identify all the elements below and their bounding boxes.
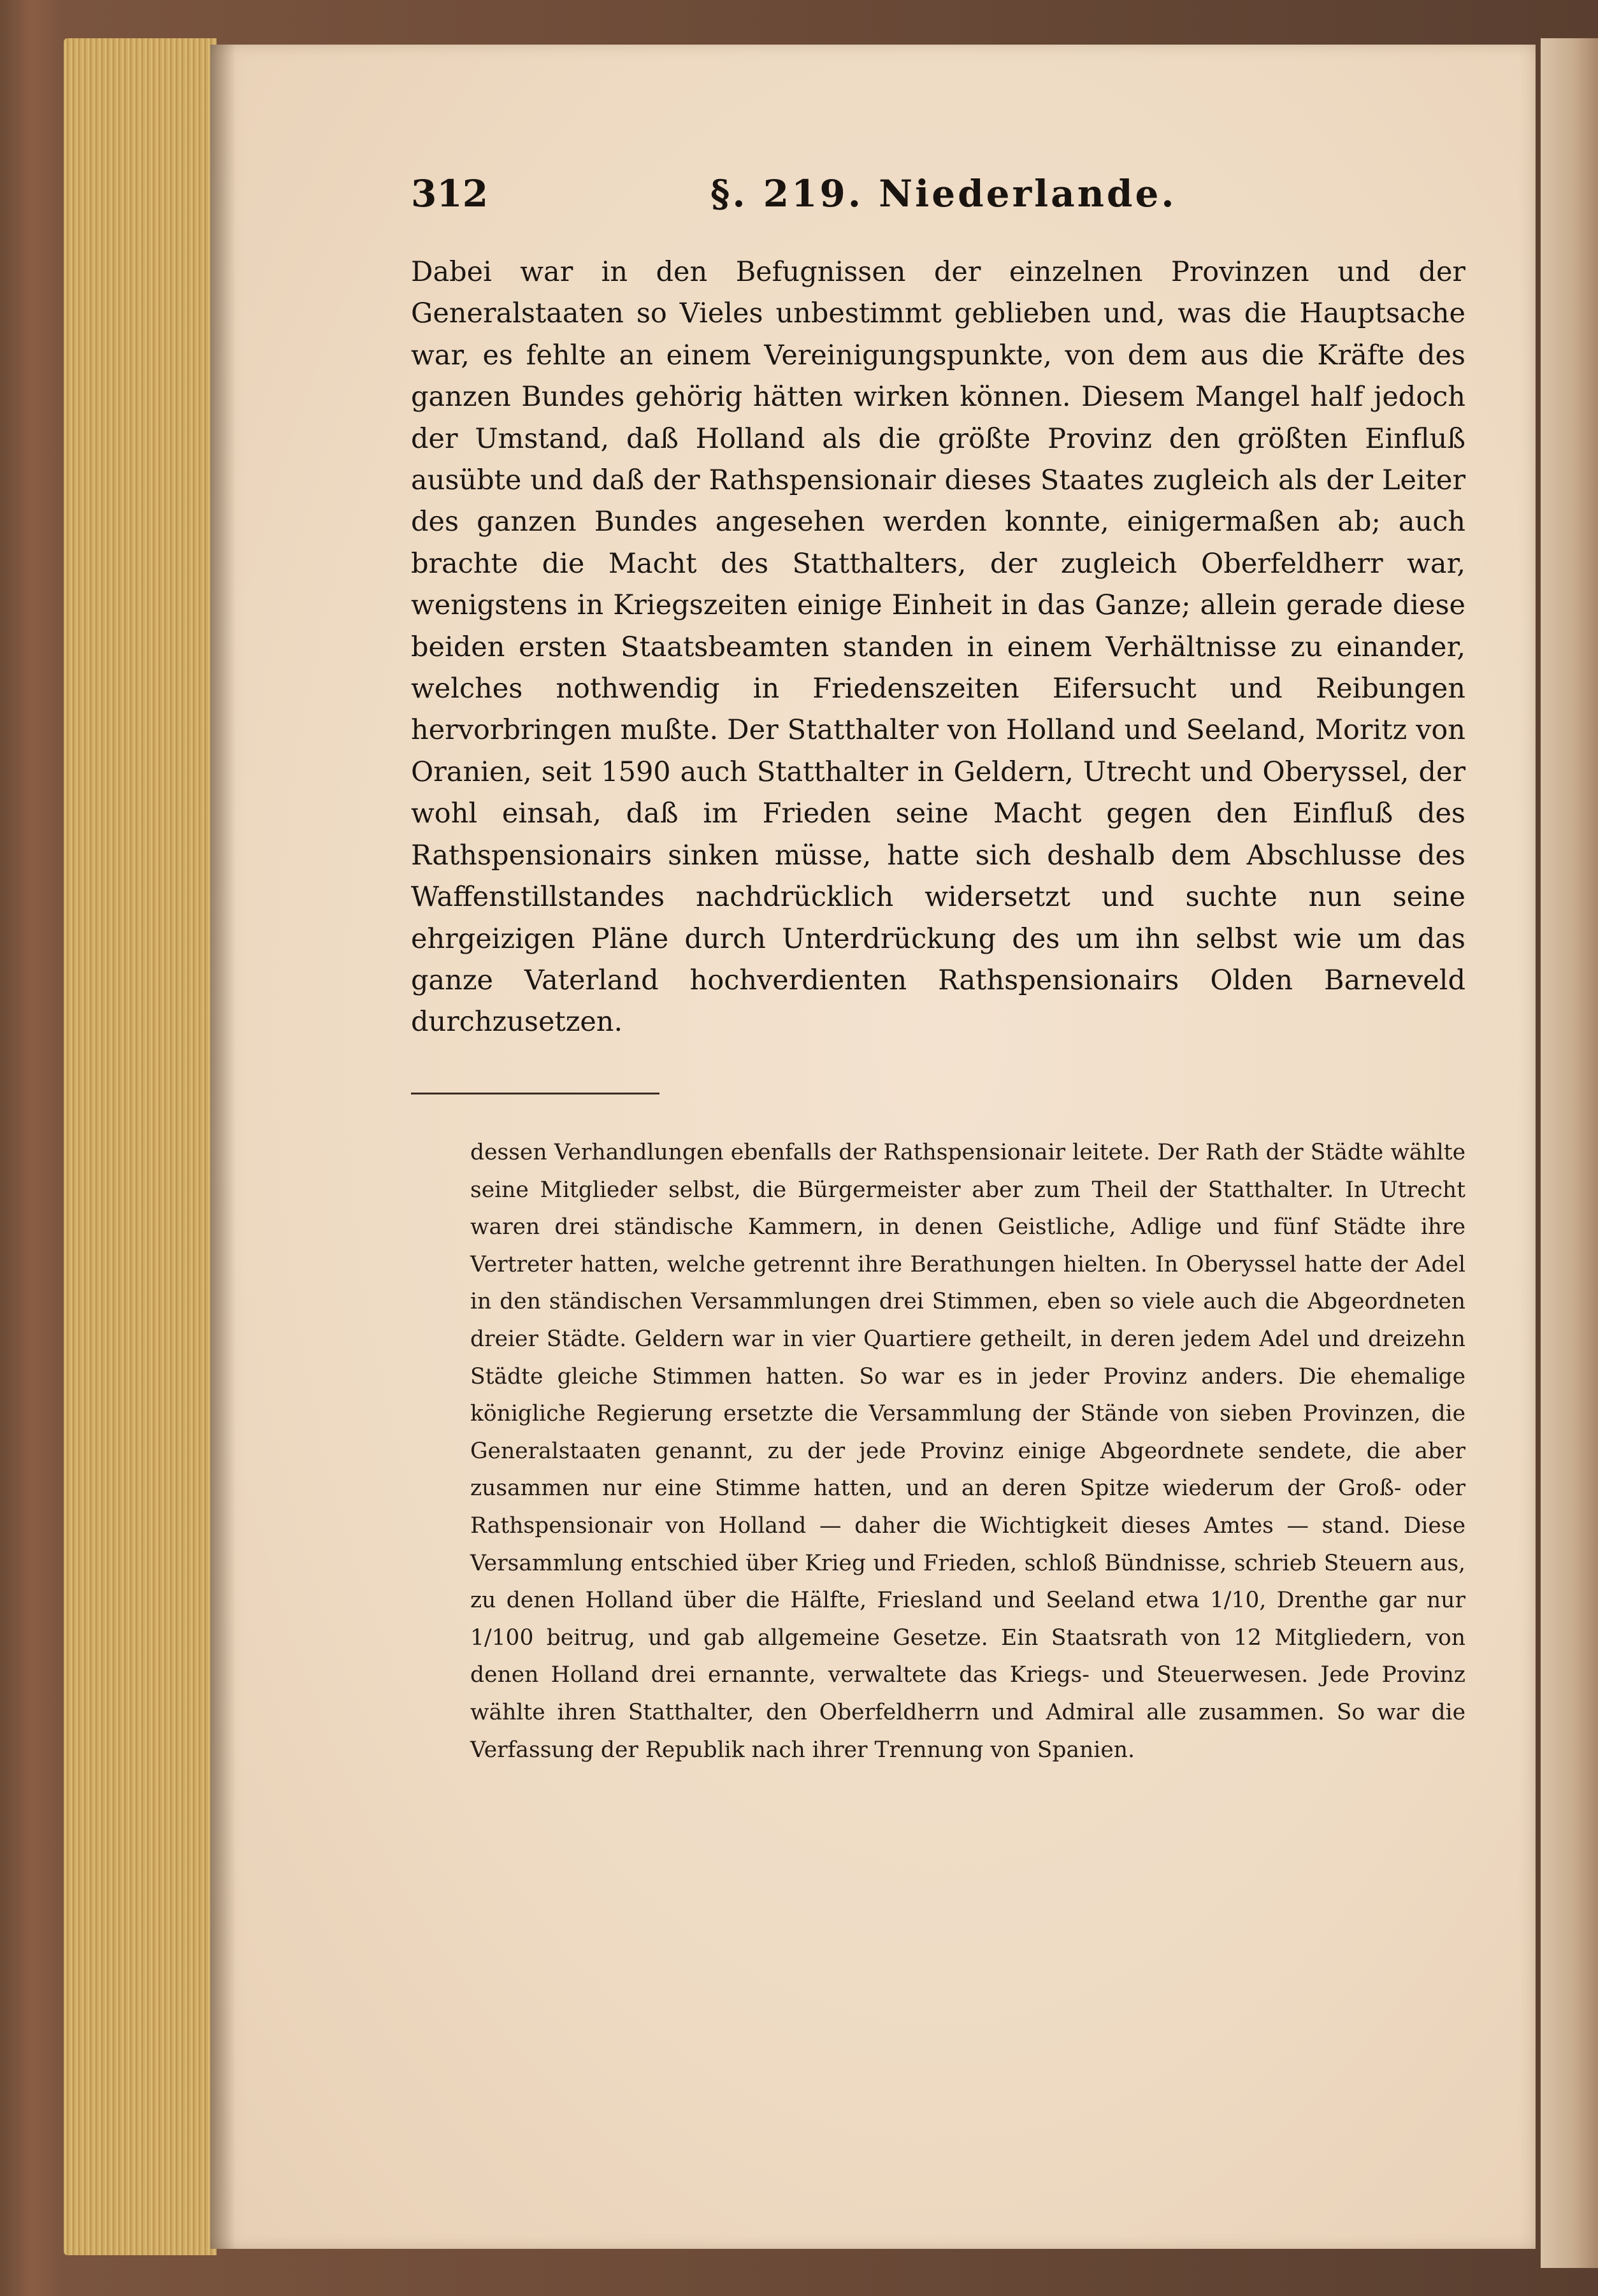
gutter-shadow: [210, 45, 236, 2249]
page-number: 312: [411, 172, 489, 215]
page-block-edges: [64, 38, 217, 2255]
footnote: [470, 1134, 1465, 1769]
footnote-separator: [411, 1093, 659, 1094]
main-paragraph: Dabei war in den Befugnissen der einzelnen Provinzen und der Generalstaaten so Vieles unbestimmt geblieben und, was die Hauptsache war, es fehlte an einem Vereinigungspunkte, von dem aus die Kräfte des ganzen Bundes gehörig hätten wirken können. Diesem Mangel half jedoch der Umstand, daß Holland als die größte Provinz den größten Einfluß ausübte und daß der Rathspensionair dieses Staates zugleich als der Leiter des ganzen Bundes angesehen werden konnte, einigermaßen ab; auch brachte die Macht des Statthalters, der zugleich Oberfeldherr war, wenigstens in Kriegszeiten einige Einheit in das Ganze; allein gerade diese beiden ersten Staatsbeamten standen in einem Verhältnisse zu einander, welches nothwendig in Friedenszeiten Eifersucht und Reibungen hervorbringen mußte. Der Statthalter von Holland und Seeland, Moritz von Oranien, seit 1590 auch Statthalter in Geldern, Utrecht und Oberyssel, der wohl einsah, daß im Frieden seine Macht gegen den Einfluß des Rathspensionairs sinken müsse, hatte sich deshalb dem Abschlusse des Waffenstillstandes nachdrücklich widersetzt und suchte nun seine ehrgeizigen Pläne durch Unterdrückung des um ihn selbst wie um das ganze Vaterland hochverdienten Rathspensionairs Olden Barneveld durchzusetzen.: [411, 256, 1465, 1038]
facing-page-edge: [1541, 38, 1598, 2268]
main-text: [411, 252, 1465, 1044]
running-header: [411, 172, 1494, 229]
footnote-paragraph: dessen Verhandlungen ebenfalls der Rathspensionair leitete. Der Rath der Städte wählte seine Mitglieder selbst, die Bürgermeister aber zum Theil der Statthalter. In Utrecht waren drei ständische Kammern, in denen Geistliche, Adlige und fünf Städte ihre Vertreter hatten, welche getrennt ihre Berathungen hielten. In Oberyssel hatte der Adel in den ständischen Versammlungen drei Stimmen, eben so viele auch die Abgeordneten dreier Städte. Geldern war in vier Quartiere getheilt, in deren jedem Adel und dreizehn Städte gleiche Stimmen hatten. So war es in jeder Provinz anders. Die ehemalige königliche Regierung ersetzte die Versammlung der Stände von sieben Provinzen, die Generalstaaten genannt, zu der jede Provinz einige Abgeordnete sendete, die aber zusammen nur eine Stimme hatten, und an deren Spitze wiederum der Groß- oder Rathspensionair von Holland — daher die Wichtigkeit dieses Amtes — stand. Diese Versammlung entschied über Krieg und Frieden, schloß Bündnisse, schrieb Steuern aus, zu denen Holland über die Hälfte, Friesland und Seeland etwa 1/10, Drenthe gar nur 1/100 beitrug, und gab allgemeine Gesetze. Ein Staatsrath von 12 Mitgliedern, von denen Holland drei ernannte, verwaltete das Kriegs- und Steuerwesen. Jede Provinz wählte ihren Statthalter, den Oberfeldherrn und Admiral alle zusammen. So war die Verfassung der Republik nach ihrer Trennung von Spanien.: [470, 1140, 1465, 1763]
section-title: §. 219. Niederlande.: [710, 172, 1177, 215]
